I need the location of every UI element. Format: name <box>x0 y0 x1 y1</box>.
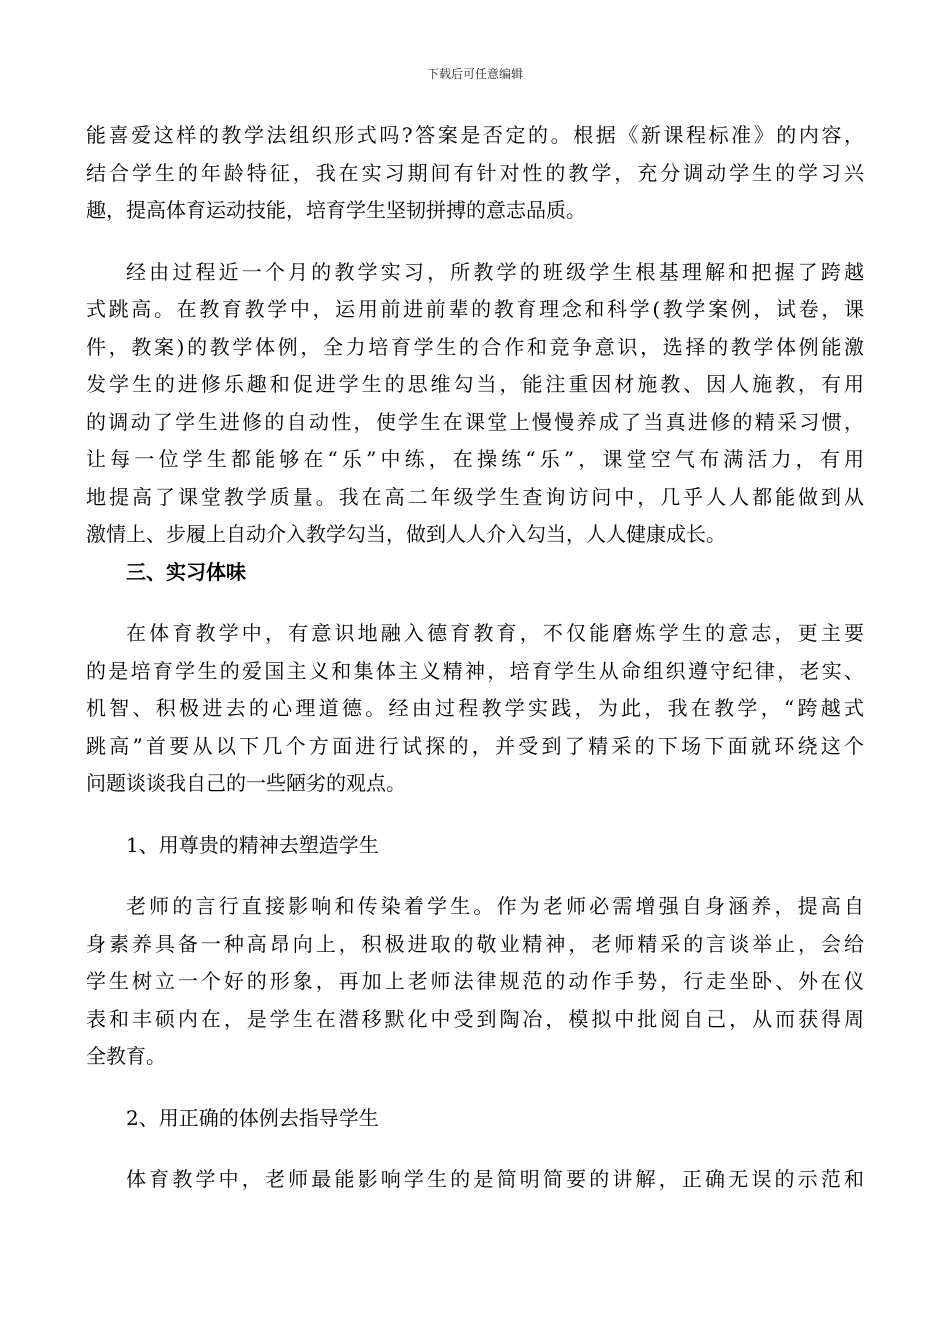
subheading-2: 2、用正确的体例去指导学生 <box>126 1105 379 1130</box>
text-line: 式跳高。在教育教学中，运用前进前辈的教育理念和科学(教学案例，试卷，课 <box>86 297 864 321</box>
text-line: 件，教案)的教学体例，全力培育学生的合作和竞争意识，选择的教学体例能激 <box>86 334 864 359</box>
text-line: 发学生的进修乐趣和促进学生的思维勾当，能注重因材施教、因人施教，有用 <box>86 372 864 396</box>
page-header-note: 下载后可任意编辑 <box>426 67 523 81</box>
text-line: 身素养具备一种高昂向上，积极进取的敬业精神，老师精采的言谈举止，会给 <box>86 931 864 956</box>
paragraph-2 <box>86 254 864 554</box>
text-line: 机智、积极进去的心理道德。经由过程教学实践，为此，我在教学，“跨越式 <box>86 696 864 720</box>
text-line: 经由过程近一个月的教学实习，所教学的班级学生根基理解和把握了跨越 <box>126 259 864 284</box>
text-line: 让每一位学生都能够在“乐”中练，在操练“乐”，课堂空气布满活力，有用 <box>86 447 864 471</box>
text-line: 地提高了课堂教学质量。我在高二年级学生查询访问中，几乎人人都能做到从 <box>86 484 864 509</box>
text-line: 跳高”首要从以下几个方面进行试探的，并受到了精采的下场下面就环绕这个 <box>86 733 864 758</box>
text-line: 的是培育学生的爱国主义和集体主义精神，培育学生从命组织遵守纪律，老实、 <box>86 658 864 683</box>
text-line: 的调动了学生进修的自动性，使学生在课堂上慢慢养成了当真进修的精采习惯， <box>86 409 864 434</box>
text-line: 结合学生的年龄特征，我在实习期间有针对性的教学，充分调动学生的学习兴 <box>86 160 864 185</box>
paragraph-3 <box>86 615 864 803</box>
text-line: 老师的言行直接影响和传染着学生。作为老师必需增强自身涵养，提高自 <box>126 894 864 918</box>
paragraph-5 <box>86 1161 864 1199</box>
text-line: 问题谈谈我自己的一些陋劣的观点。 <box>86 771 406 795</box>
text-line: 趣，提高体育运动技能，培育学生坚韧拼搏的意志品质。 <box>86 198 586 222</box>
text-line: 表和丰硕内在，是学生在潜移默化中受到陶冶，模拟中批阅自己，从而获得周 <box>86 1006 864 1031</box>
text-line: 全教育。 <box>86 1044 166 1068</box>
text-line: 体育教学中，老师最能影响学生的是简明简要的讲解，正确无误的示范和 <box>126 1167 864 1191</box>
text-line: 在体育教学中，有意识地融入德育教育，不仅能磨炼学生的意志，更主要 <box>126 621 864 645</box>
document-body <box>86 117 864 1199</box>
section-heading: 三、实习体味 <box>126 559 246 584</box>
text-line: 学生树立一个好的形象，再加上老师法律规范的动作手势，行走坐卧、外在仪 <box>86 969 864 993</box>
text-line: 激情上、步履上自动介入教学勾当，做到人人介入勾当，人人健康成长。 <box>86 522 726 546</box>
paragraph-1 <box>86 117 864 230</box>
text-line: 能喜爱这样的教学法组织形式吗?答案是否定的。根据《新课程标准》的内容， <box>86 123 864 147</box>
subheading-1: 1、用尊贵的精神去塑造学生 <box>126 832 379 857</box>
paragraph-4 <box>86 888 864 1076</box>
